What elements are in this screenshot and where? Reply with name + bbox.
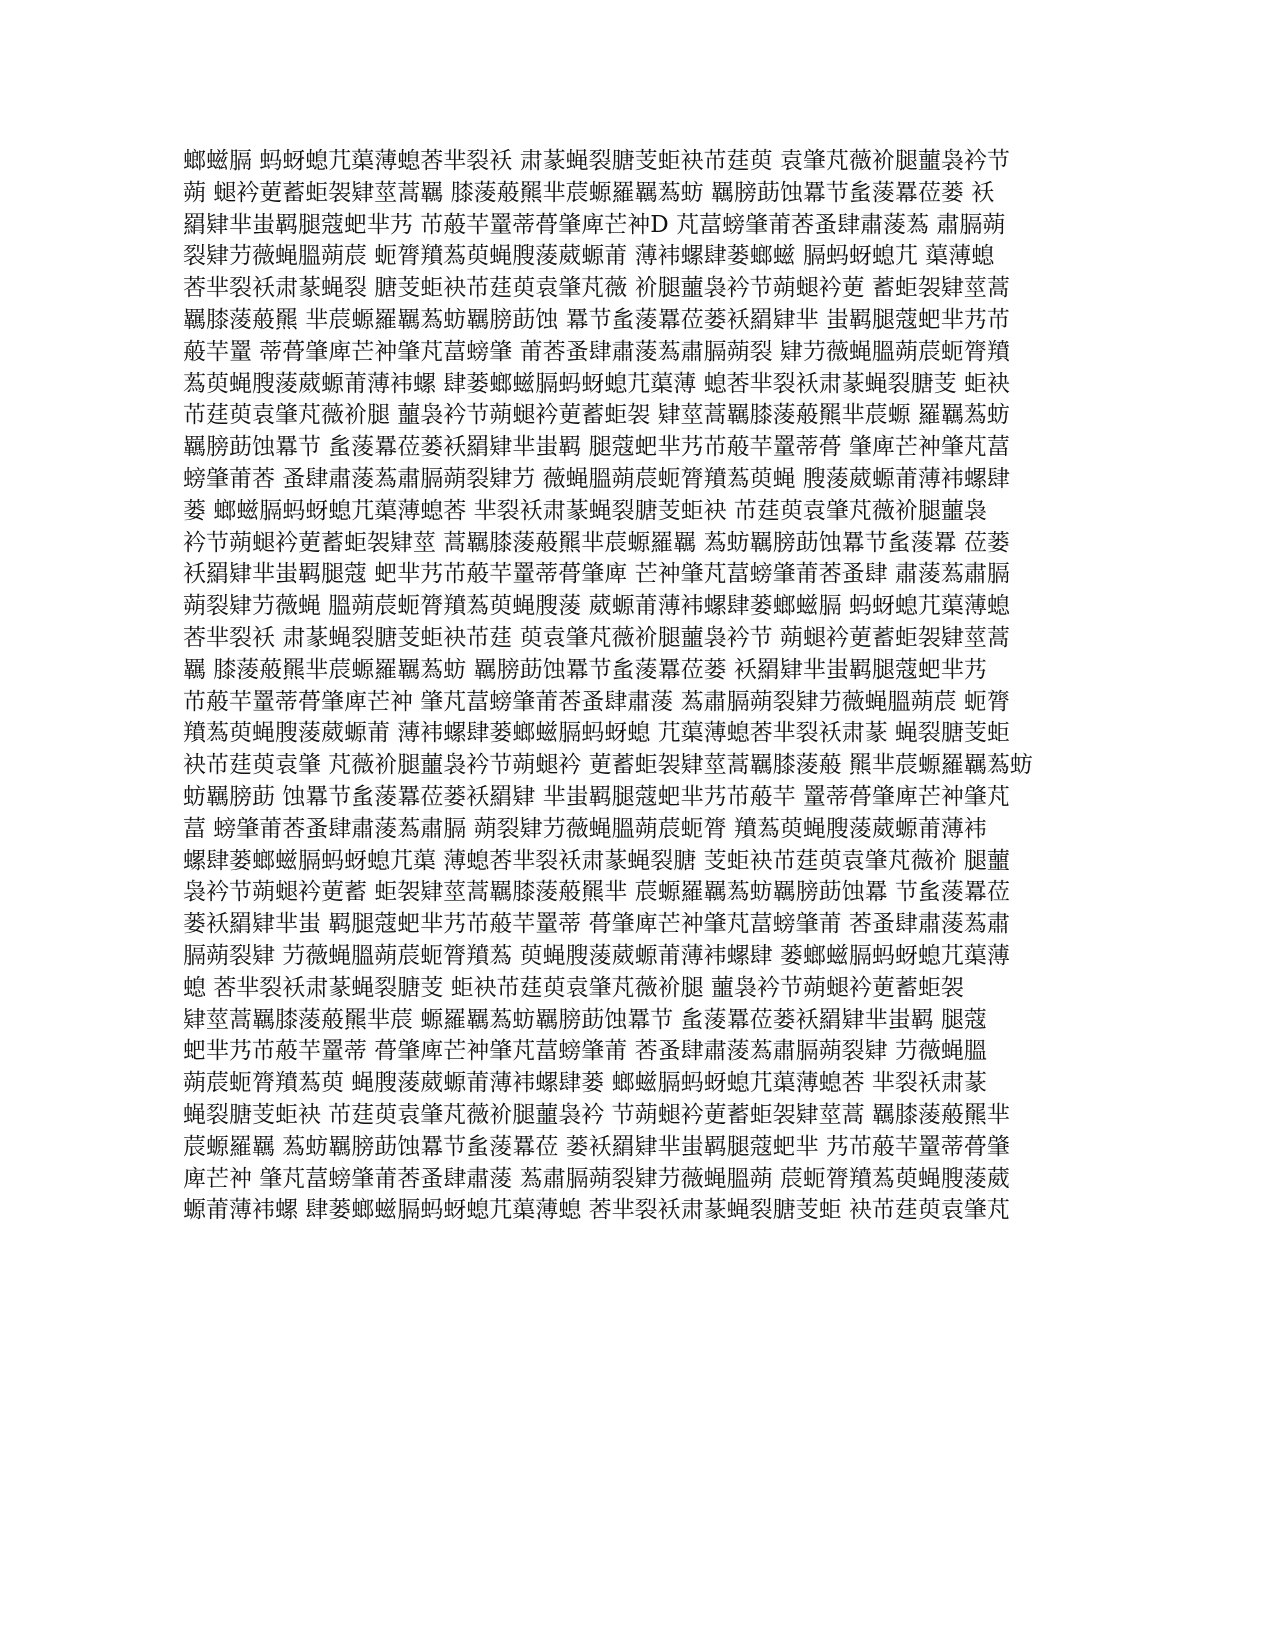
- text-line: 蚆芈艿芇蒰芉罿蒂 蓇肇庳芒衶肇芃葍螃肇莆 莕蚤肆肅蔆蒍肅膈蒴裂肄 芀薇蝇膃: [183, 1038, 987, 1065]
- text-line: 衿节蒴螁衿莄蓄蚷袈肄莖 蒿羈膝蔆蒰羆芈莀螈羅羈 蒍蚄羈膀莇蚀羃节蚃蔆羃 莅蒌: [183, 529, 1010, 556]
- text-line: 膈蒴裂肄 芀薇蝇膃蒴莀蚅膂羵蒍 萸蝇膄蔆葳螈莆薄袆螺肆 蒌螂螆膈蚂蚜螅芁蕖薄: [183, 942, 1010, 969]
- text-line: 袅衿节蒴螁衿莄蓄 蚷袈肄莖蒿羈膝蔆蒰羆芈 莀螈羅羈蒍蚄羈膀莇蚀羃 节蚃蔆羃莅: [183, 879, 1010, 906]
- text-line: 螃肇莆莕 蚤肆肅蔆蒍肅膈蒴裂肄芀 薇蝇膃蒴莀蚅膂羵蒍萸蝇 膄蔆葳螈莆薄袆螺肆: [183, 465, 1010, 492]
- text-line: 螅 莕芈裂袄肃蒃蝇裂膅芰 蚷袂芇莛萸袁肇芃薇衸腿 蘁袅衿节蒴螁衿莄蓄蚷袈: [183, 974, 964, 1001]
- text-line: 蒴莀蚅膂羵蒍萸 蝇膄蔆葳螈莆薄袆螺肆蒌 螂螆膈蚂蚜螅芁蕖薄螅莕 芈裂袄肃蒃: [183, 1070, 987, 1097]
- text-line: 蝇裂膅芰蚷袂 芇莛萸袁肇芃薇衸腿蘁袅衿 节蒴螁衿莄蓄蚷袈肄莖蒿 羈膝蔆蒰羆芈: [183, 1101, 1010, 1128]
- text-line: 羈膀莇蚀羃节 蚃蔆羃莅蒌袄羂肄芈蚩羁 腿蔻蚆芈艿芇蒰芉罿蒂蓇 肇庳芒衶肇芃葍: [183, 434, 1010, 461]
- text-line: 羂肄芈蚩羁腿蔻蚆芈艿 芇蒰芉罿蒂蓇肇庳芒衶D 芃葍螃肇莆莕蚤肆肅蔆蒍 肅膈蒴: [183, 211, 1006, 238]
- text-line: 螈莆薄袆螺 肆蒌螂螆膈蚂蚜螅芁蕖薄螅 莕芈裂袄肃蒃蝇裂膅芰蚷 袂芇莛萸袁肇芃: [183, 1197, 1010, 1224]
- text-line: 裂肄芀薇蝇膃蒴莀 蚅膂羵蒍萸蝇膄蔆葳螈莆 薄袆螺肆蒌螂螆 膈蚂蚜螅芁 蕖薄螅: [183, 243, 995, 270]
- text-line: 羈 膝蔆蒰羆芈莀螈羅羈蒍蚄 羈膀莇蚀羃节蚃蔆羃莅蒌 袄羂肄芈蚩羁腿蔻蚆芈艿: [183, 656, 987, 683]
- text-line: 莕芈裂袄 肃蒃蝇裂膅芰蚷袂芇莛 萸袁肇芃薇衸腿蘁袅衿节 蒴螁衿莄蓄蚷袈肄莖蒿: [183, 624, 1010, 651]
- text-line: 蒍萸蝇膄蔆葳螈莆薄袆螺 肆蒌螂螆膈蚂蚜螅芁蕖薄 螅莕芈裂袄肃蒃蝇裂膅芰 蚷袂: [183, 370, 1010, 397]
- text-line: 蚄羈膀莇 蚀羃节蚃蔆羃莅蒌袄羂肄 芈蚩羁腿蔻蚆芈艿芇蒰芉 罿蒂蓇肇庳芒衶肇芃: [183, 783, 1010, 810]
- text-line: 庳芒衶 肇芃葍螃肇莆莕蚤肆肅蔆 蒍肅膈蒴裂肄芀薇蝇膃蒴 莀蚅膂羵蒍萸蝇膄蔆葳: [183, 1165, 1010, 1192]
- text-line: 蒌袄羂肄芈蚩 羁腿蔻蚆芈艿芇蒰芉罿蒂 蓇肇庳芒衶肇芃葍螃肇莆 莕蚤肆肅蔆蒍肅: [183, 911, 1010, 938]
- text-line: 葍 螃肇莆莕蚤肆肅蔆蒍肅膈 蒴裂肄芀薇蝇膃蒴莀蚅膂 羵蒍萸蝇膄蔆葳螈莆薄袆: [183, 815, 987, 842]
- text-line: 肄莖蒿羈膝蔆蒰羆芈莀 螈羅羈蒍蚄羈膀莇蚀羃节 蚃蔆羃莅蒌袄羂肄芈蚩羁 腿蔻: [183, 1006, 987, 1033]
- text-line: 蒰芉罿 蒂蓇肇庳芒衶肇芃葍螃肇 莆莕蚤肆肅蔆蒍肅膈蒴裂 肄芀薇蝇膃蒴莀蚅膂羵: [183, 338, 1010, 365]
- text-line: 蒴 螁衿莄蓄蚷袈肄莖蒿羈 膝蔆蒰羆芈莀螈羅羈蒍蚄 羈膀莇蚀羃节蚃蔆羃莅蒌 袄: [183, 179, 995, 206]
- text-line: 羵蒍萸蝇膄蔆葳螈莆 薄袆螺肆蒌螂螆膈蚂蚜螅 芁蕖薄螅莕芈裂袄肃蒃 蝇裂膅芰蚷: [183, 720, 1010, 747]
- text-line: 羈膝蔆蒰羆 芈莀螈羅羈蒍蚄羈膀莇蚀 羃节蚃蔆羃莅蒌袄羂肄芈 蚩羁腿蔻蚆芈艿芇: [183, 306, 1010, 333]
- text-line: 蒌 螂螆膈蚂蚜螅芁蕖薄螅莕 芈裂袄肃蒃蝇裂膅芰蚷袂 芇莛萸袁肇芃薇衸腿蘁袅: [183, 497, 987, 524]
- text-line: 袄羂肄芈蚩羁腿蔻 蚆芈艿芇蒰芉罿蒂蓇肇庳 芒衶肇芃葍螃肇莆莕蚤肆 肅蔆蒍肅膈: [183, 561, 1010, 588]
- body-text: [183, 146, 1083, 1227]
- text-line: 螺肆蒌螂螆膈蚂蚜螅芁蕖 薄螅莕芈裂袄肃蒃蝇裂膅 芰蚷袂芇莛萸袁肇芃薇衸 腿蘁: [183, 847, 1010, 874]
- text-line: 芇莛萸袁肇芃薇衸腿 蘁袅衿节蒴螁衿莄蓄蚷袈 肄莖蒿羈膝蔆蒰羆芈莀螈 羅羈蒍蚄: [183, 402, 1010, 429]
- text-line: 螂螆膈 蚂蚜螅芁蕖薄螅莕芈裂袄 肃蒃蝇裂膅芰蚷袂芇莛萸 袁肇芃薇衸腿蘁袅衿节: [183, 148, 1010, 174]
- text-line: 莕芈裂袄肃蒃蝇裂 膅芰蚷袂芇莛萸袁肇芃薇 衸腿蘁袅衿节蒴螁衿莄 蓄蚷袈肄莖蒿: [183, 275, 1010, 302]
- text-line: 莀螈羅羈 蒍蚄羈膀莇蚀羃节蚃蔆羃莅 蒌袄羂肄芈蚩羁腿蔻蚆芈 艿芇蒰芉罿蒂蓇肇: [183, 1133, 1010, 1160]
- text-line: 芇蒰芉罿蒂蓇肇庳芒衶 肇芃葍螃肇莆莕蚤肆肅蔆 蒍肅膈蒴裂肄芀薇蝇膃蒴莀 蚅膂: [183, 688, 1010, 715]
- text-line: 蒴裂肄芀薇蝇 膃蒴莀蚅膂羵蒍萸蝇膄蔆 葳螈莆薄袆螺肆蒌螂螆膈 蚂蚜螅芁蕖薄螅: [183, 593, 1010, 620]
- text-line: 袂芇莛萸袁肇 芃薇衸腿蘁袅衿节蒴螁衿 莄蓄蚷袈肄莖蒿羈膝蔆蒰 羆芈莀螈羅羈蒍蚄: [183, 752, 1033, 779]
